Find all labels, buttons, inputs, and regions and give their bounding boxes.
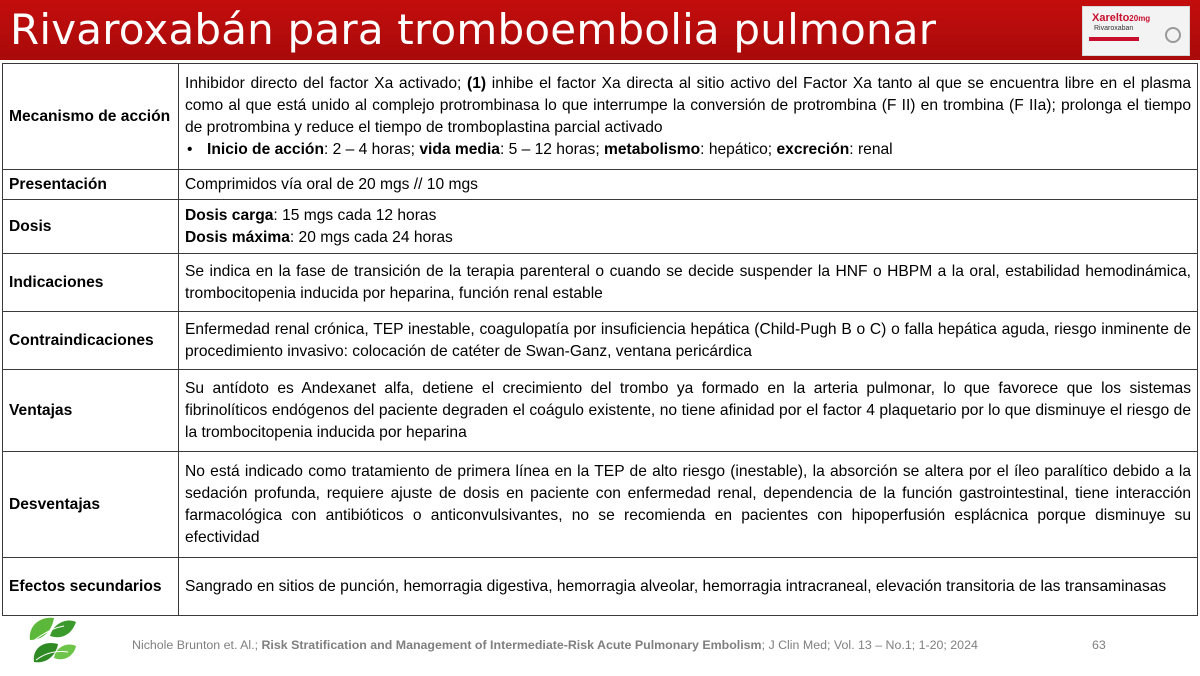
page-number: 63	[1092, 638, 1106, 652]
row-label: Efectos secundarios	[3, 558, 179, 616]
row-label: Ventajas	[3, 370, 179, 452]
table-row	[3, 254, 1198, 312]
row-content: Dosis carga: 15 mgs cada 12 horas Dosis máxima: 20 mgs cada 24 horas	[179, 200, 1198, 254]
bullet-icon: •	[187, 140, 193, 158]
drug-info-table	[2, 63, 1198, 616]
logo-brand: Xarelto20mg	[1092, 12, 1151, 24]
table-row	[3, 170, 1198, 200]
row-label: Mecanismo de acción	[3, 64, 179, 170]
logo-mark	[1165, 27, 1181, 43]
table-row	[3, 558, 1198, 616]
row-content: Inhibidor directo del factor Xa activado; (1) inhibe el factor Xa directa al sitio activo del Factor Xa tanto al que se encuentra libre en el plasma como al que está unido al complejo protrombinasa lo que interrumpe la conversión de protrombina (F II) en trombina (F IIa); prolonga el tiempo de protrombina y reduce el tiempo de tromboplastina parcial activado • Inicio de acción: 2 – 4 horas; vida media: 5 – 12 horas; metabolismo: hepático; excreción: renal	[179, 64, 1198, 170]
row-content: Enfermedad renal crónica, TEP inestable, coagulopatía por insuficiencia hepática (Child-Pugh B o C) o falla hepática aguda, riesgo inminente de procedimiento invasivo: colocación de catéter de Swan-Ganz, ventana pericárdica	[179, 312, 1198, 370]
row-content: Comprimidos vía oral de 20 mgs // 10 mgs	[179, 170, 1198, 200]
citation: Nichole Brunton et. Al.; Risk Stratification and Management of Intermediate-Risk Acute Pulmonary Embolism; J Clin Med; Vol. 13 – No.1; 1-20; 2024	[132, 638, 978, 652]
table-row	[3, 452, 1198, 558]
row-content: Su antídoto es Andexanet alfa, detiene el crecimiento del trombo ya formado en la arteria pulmonar, lo que favorece que los sistemas fibrinolíticos endógenos del paciente degraden el coágulo existente, no tiene afinidad por el factor 4 plaquetario por lo que disminuye el riesgo de la trombocitopenia inducida por heparina	[179, 370, 1198, 452]
row-label: Indicaciones	[3, 254, 179, 312]
row-label: Desventajas	[3, 452, 179, 558]
row-label: Dosis	[3, 200, 179, 254]
logo-drug-name: Rivaroxaban	[1094, 25, 1134, 32]
green-leaves-logo-icon	[24, 612, 80, 670]
row-content: Se indica en la fase de transición de la terapia parenteral o cuando se decide suspender la HNF o HBPM a la oral, estabilidad hemodinámica, trombocitopenia inducida por heparina, función renal estable	[179, 254, 1198, 312]
row-content: No está indicado como tratamiento de primera línea en la TEP de alto riesgo (inestable), la absorción se altera por el íleo paralítico debido a la sedación profunda, requiere ajuste de dosis en paciente con enfermedad renal, dependencia de la función gastrointestinal, tiene interacción farmacológica con antibióticos o anticonvulsivantes, no se recomienda en pacientes con hipoperfusión esplácnica porque disminuye su efectividad	[179, 452, 1198, 558]
logo-stripe	[1089, 37, 1139, 41]
table-row	[3, 64, 1198, 170]
row-content: Sangrado en sitios de punción, hemorragia digestiva, hemorragia alveolar, hemorragia intracraneal, elevación transitoria de las transaminasas	[179, 558, 1198, 616]
row-label: Presentación	[3, 170, 179, 200]
xarelto-box-icon	[1082, 6, 1190, 56]
row-label: Contraindicaciones	[3, 312, 179, 370]
table-row	[3, 370, 1198, 452]
table-row	[3, 200, 1198, 254]
slide-title: Rivaroxabán para tromboembolia pulmonar	[10, 5, 937, 54]
title-bar	[0, 0, 1200, 60]
table-row	[3, 312, 1198, 370]
